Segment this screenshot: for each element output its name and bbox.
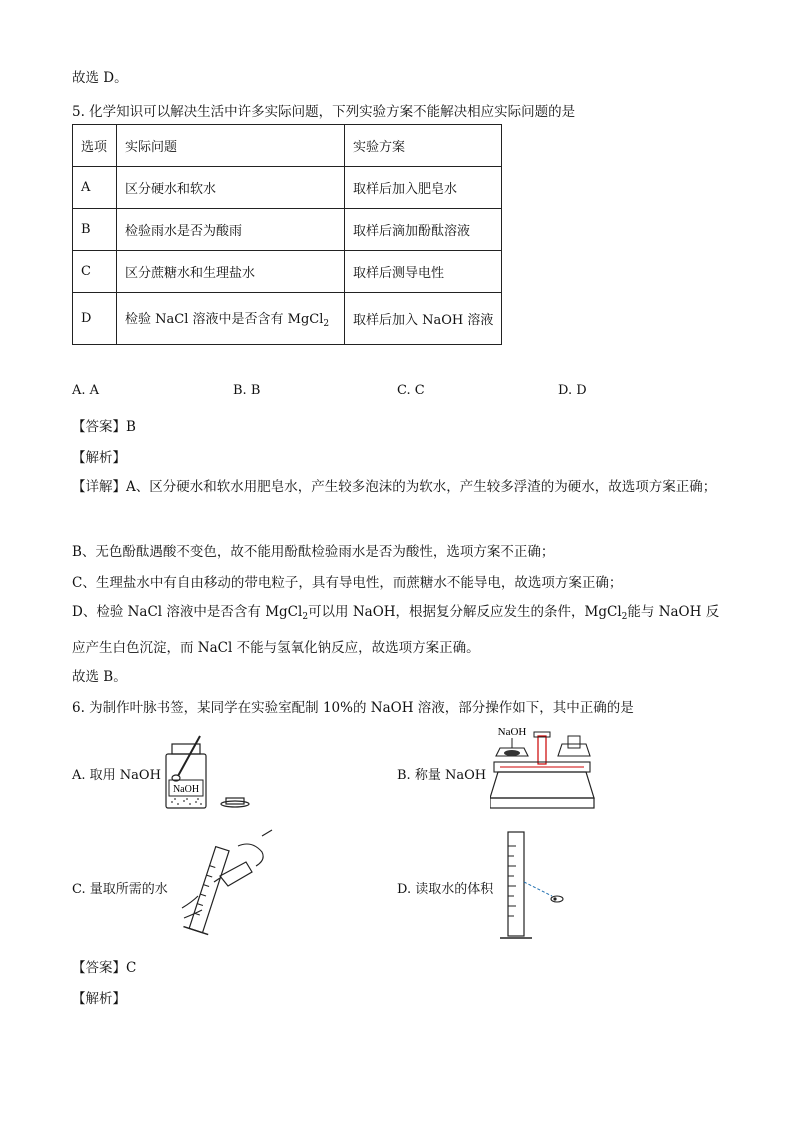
table-header-row <box>73 125 502 167</box>
paper-label-text: NaOH <box>497 726 527 738</box>
previous-conclusion: 故选 D。 <box>72 70 128 86</box>
q5-analysis-tag: 【解析】 <box>72 450 126 466</box>
table-row <box>73 293 502 345</box>
right-pan-paper <box>558 744 590 756</box>
choice-d: D. D <box>558 383 587 398</box>
row-plan: 取样后加入 NaOH 溶液 <box>345 293 502 345</box>
jar-label-text: NaOH <box>172 784 200 795</box>
balance-pointer <box>538 736 546 764</box>
table-row <box>73 209 502 251</box>
choice-c: C. C <box>397 383 425 398</box>
sleeve-line <box>262 830 272 836</box>
naoh-sample <box>504 750 520 756</box>
row-problem-text: 检验 NaCl 溶液中是否含有 MgCl <box>125 312 324 327</box>
subscript: 2 <box>621 612 628 622</box>
subscript: 2 <box>323 319 330 329</box>
cylinder-scale <box>508 846 516 916</box>
row-plan: 取样后加入肥皂水 <box>345 167 502 209</box>
option-d-label: D. 读取水的体积 <box>397 882 494 897</box>
option-c-label: C. 量取所需的水 <box>72 882 168 897</box>
eye-icon <box>551 896 563 902</box>
subscript: 2 <box>302 612 309 622</box>
left-hand-outline <box>182 896 198 908</box>
row-option: D <box>73 293 117 345</box>
balance-foot <box>490 798 594 808</box>
header-option: 选项 <box>73 125 117 167</box>
graduated-cylinder-icon <box>508 832 524 936</box>
figure-weigh-naoh <box>490 722 600 820</box>
choice-b: B. B <box>233 383 261 398</box>
option-b-label: B. 称量 NaOH <box>397 768 487 783</box>
detail-d-text-1: D、检验 NaCl 溶液中是否含有 MgCl <box>72 604 303 620</box>
row-problem <box>117 293 345 345</box>
spoon-icon <box>178 736 200 776</box>
table-row <box>73 251 502 293</box>
question-5-stem: 5. 化学知识可以解决生活中许多实际问题，下列实验方案不能解决相应实际问题的是 <box>72 104 576 120</box>
q6-analysis-tag: 【解析】 <box>72 991 126 1007</box>
row-problem: 区分蔗糖水和生理盐水 <box>117 251 345 293</box>
q5-detail-c: C、生理盐水中有自由移动的带电粒子，具有导电性，而蔗糖水不能导电，故选项方案正确； <box>72 575 623 591</box>
row-plan: 取样后滴加酚酞溶液 <box>345 209 502 251</box>
row-option: C <box>73 251 117 293</box>
row-option: B <box>73 209 117 251</box>
table-row <box>73 167 502 209</box>
option-a-label: A. 取用 NaOH <box>72 768 161 783</box>
sight-line <box>524 882 552 896</box>
jar-powder <box>171 798 202 805</box>
detail-d-text-3: 能与 NaOH 反应产生白色沉淀，而 NaCl 不能与氢氧化钠反应，故选项方案正确。 <box>72 604 720 656</box>
row-problem: 区分硬水和软水 <box>117 167 345 209</box>
q5-detail-d <box>72 597 722 664</box>
q5-answer: 【答案】B <box>72 419 136 435</box>
q5-conclusion: 故选 B。 <box>72 669 127 685</box>
q5-detail-b: B、无色酚酞遇酸不变色，故不能用酚酞检验雨水是否为酸性，选项方案不正确； <box>72 544 555 560</box>
detail-d-text-2: 可以用 NaOH，根据复分解反应发生的条件，MgCl <box>308 604 622 620</box>
q6-answer: 【答案】C <box>72 960 137 976</box>
graduated-cylinder-tilted <box>183 845 234 935</box>
row-plan: 取样后测导电性 <box>345 251 502 293</box>
eye-pupil <box>553 897 556 900</box>
row-problem: 检验雨水是否为酸雨 <box>117 209 345 251</box>
row-option: A <box>73 167 117 209</box>
question-5-table <box>72 124 502 345</box>
header-plan: 实验方案 <box>345 125 502 167</box>
figure-read-volume <box>496 826 576 944</box>
header-problem: 实际问题 <box>117 125 345 167</box>
figure-take-naoh <box>160 732 270 812</box>
right-hand-outline <box>238 844 263 866</box>
balance-base <box>490 772 594 798</box>
figure-measure-water <box>176 826 276 942</box>
q5-detail-a: 【详解】A、区分硬水和软水用肥皂水，产生较多泡沫的为软水，产生较多浮渣的为硬水，故选项方案正确； <box>72 479 717 495</box>
question-6-stem: 6. 为制作叶脉书签，某同学在实验室配制 10%的 NaOH 溶液，部分操作如下，其中正确的是 <box>72 700 634 716</box>
weight-icon <box>568 736 580 748</box>
choice-a: A. A <box>72 383 100 398</box>
